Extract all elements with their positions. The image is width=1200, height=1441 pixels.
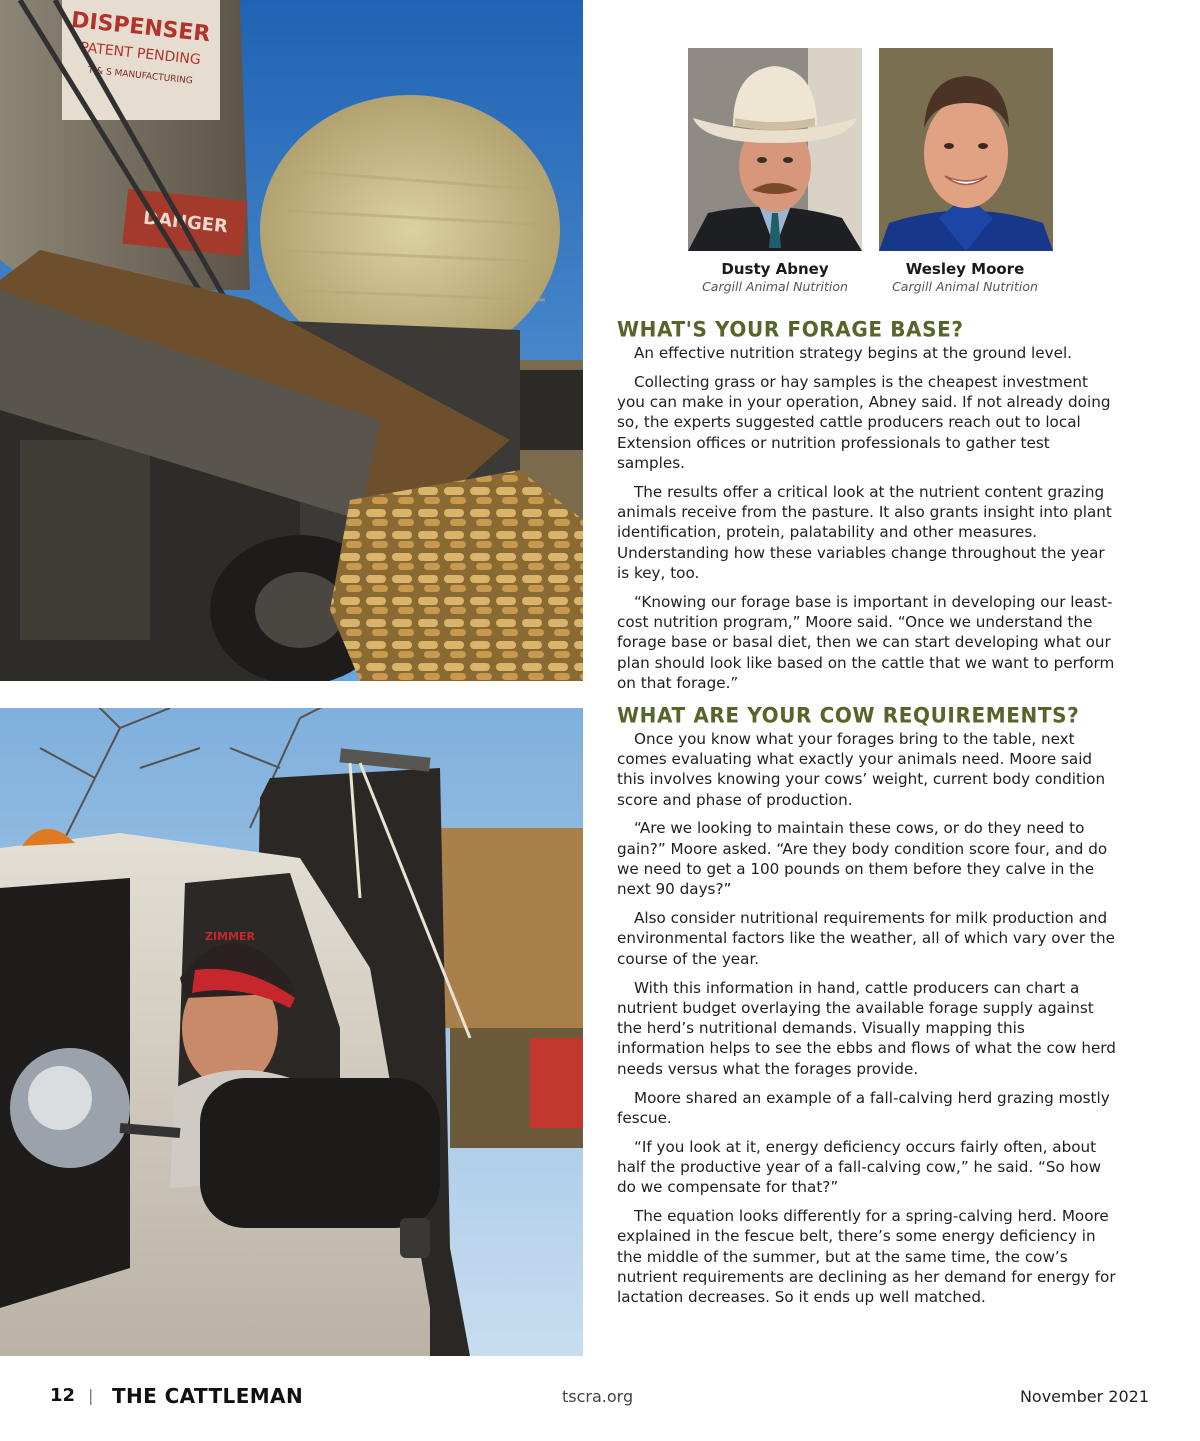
issue-date: November 2021 [1019,1387,1149,1406]
abney-caption [675,260,875,295]
article-body [617,316,1117,1316]
rancher-truck-photo [0,708,583,1356]
abney-organization: Cargill Animal Nutrition [702,279,848,294]
moore-caption [865,260,1065,295]
page-footer [0,1383,1200,1411]
paragraph: Also consider nutritional requirements for milk production and environmental factors like the weather, all of which vary over the course of the year. [617,909,1115,968]
paragraph: “If you look at it, energy deficiency occurs fairly often, about half the productive year of a fall-calving cow,” he said. “So how do we compensate for that?” [617,1137,1102,1197]
cap-logo-text: ZIMMER [205,930,255,943]
feed-dispenser-photo [0,0,583,681]
paragraph: Moore shared an example of a fall-calving herd grazing mostly fescue. [617,1088,1110,1127]
sign-line-1: DISPENSER [69,7,212,48]
paragraph: An effective nutrition strategy begins at the ground level. [634,344,1072,362]
wesley-moore-portrait [879,48,1053,251]
sign-line-2: PATENT PENDING [79,39,202,69]
paragraph: Collecting grass or hay samples is the cheapest investment you can make in your operation, Abney said. If not already doing so, the experts suggested cattle producers reach out to local Extension offices or nutrition professionals to gather test samples. [617,372,1111,472]
paragraph: The results offer a critical look at the nutrient content grazing animals receive from the pasture. It also grants insight into plant identification, protein, palatability and other measures. Understanding how these variables change throughout the year is key, too. [617,482,1112,582]
paragraph: With this information in hand, cattle producers can chart a nutrient budget overlaying the available forage supply against the herd’s nutritional demands. Visually mapping this information helps to see the ebbs and flows of what the cow herd needs versus what the forages provide. [617,978,1116,1078]
paragraph: Once you know what your forages bring to the table, next comes evaluating what exactly your animals need. Moore said this involves knowing your cows’ weight, current body condition score and phase of production. [617,729,1106,809]
moore-organization: Cargill Animal Nutrition [892,279,1038,294]
abney-name: Dusty Abney [721,260,829,278]
wesley-moore-photo [879,48,1053,251]
page-number: 12 [50,1385,76,1406]
paragraph: “Are we looking to maintain these cows, or do they need to gain?” Moore asked. “Are they body condition score four, and do we need to get a 100 pounds on them before they calve in the next 90 days?” [617,819,1108,899]
footer-separator: | [88,1386,94,1405]
section-heading-cow-requirements: WHAT ARE YOUR COW REQUIREMENTS? [617,702,1080,728]
dusty-abney-photo [688,48,862,251]
magazine-name: THE CATTLEMAN [112,1384,304,1408]
paragraph: The equation looks differently for a spring-calving herd. Moore explained in the fescue belt, there’s some energy deficiency in the middle of the summer, but at the same time, the cow’s nutrient requirements are declining as her demand for energy for lactation decreases. So it ends up well matched. [617,1206,1116,1307]
website-link[interactable]: tscra.org [562,1387,634,1406]
moore-name: Wesley Moore [905,260,1025,278]
dusty-abney-portrait [688,48,862,251]
sign-line-3: T & S MANUFACTURING [87,65,194,87]
rancher-truck-illustration [0,708,583,1356]
feed-dispenser-illustration [0,0,583,681]
paragraph: “Knowing our forage base is important in developing our least-cost nutrition program,” Moore said. “Once we understand the forage base or basal diet, then we can start developing what our plan should look like based on the cattle that we want to perform on that forage.” [617,592,1115,692]
section-heading-forage-base: WHAT'S YOUR FORAGE BASE? [617,316,964,342]
danger-label: DANGER [142,207,229,238]
